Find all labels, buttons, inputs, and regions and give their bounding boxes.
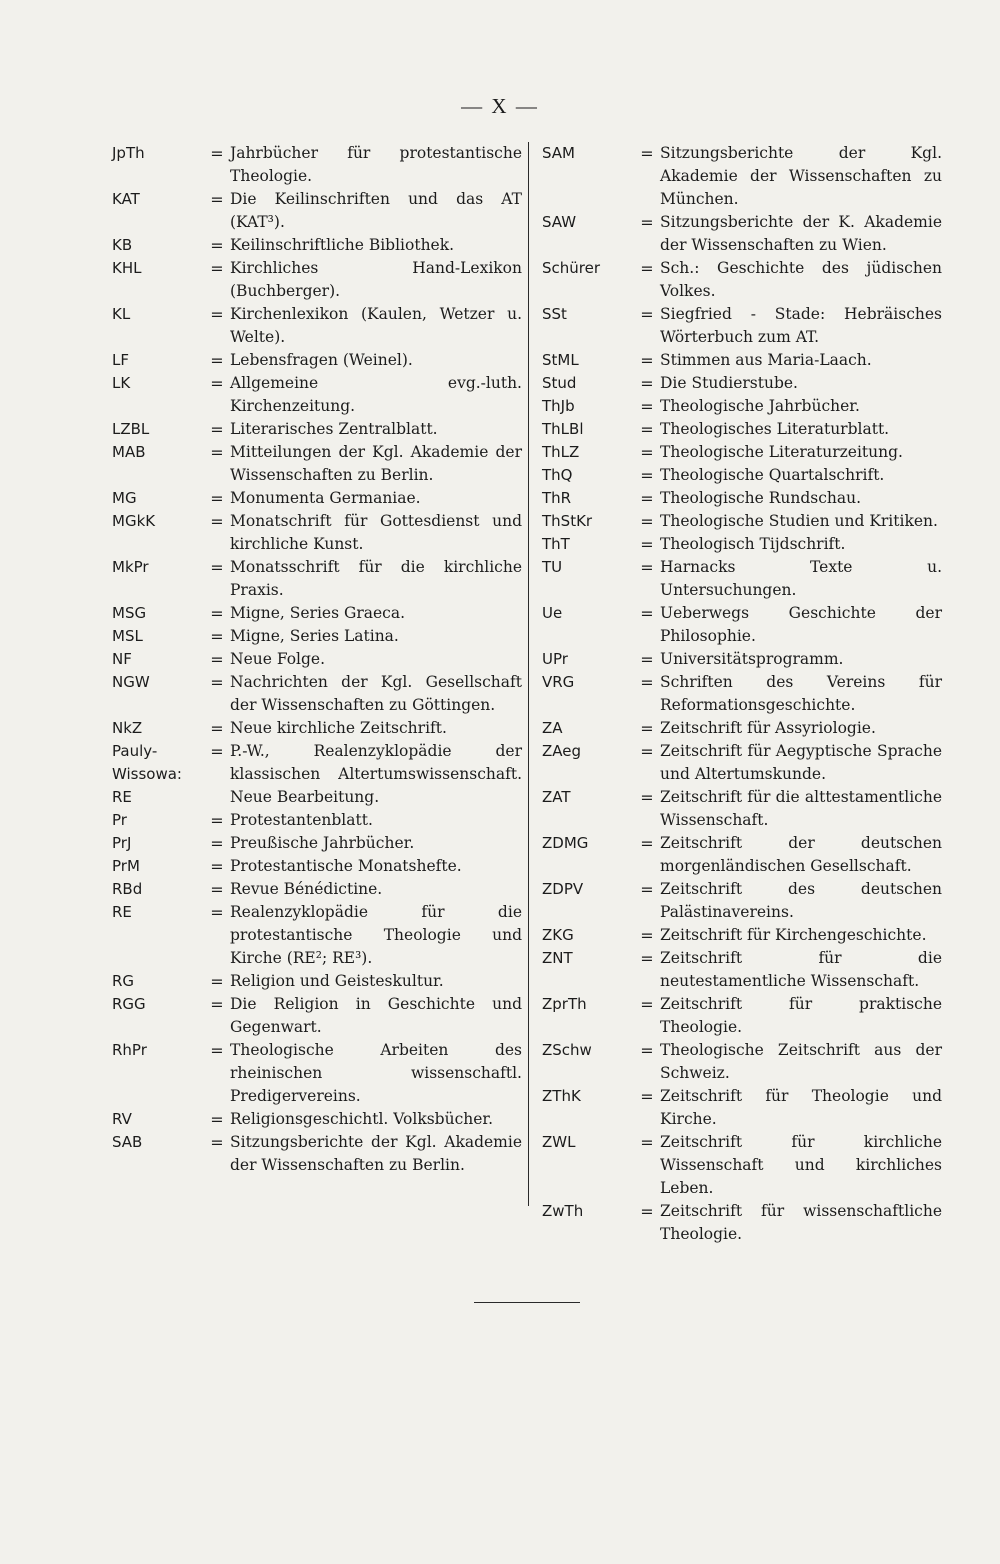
abbreviation-definition: Protestantische Monatshefte.	[230, 857, 462, 875]
equals-sign: =	[640, 719, 654, 738]
abbreviation-term: ThT	[542, 535, 570, 553]
abbreviation-entry	[542, 533, 942, 556]
abbreviation-entry	[112, 602, 522, 625]
abbreviation-definition: Migne, Series Latina.	[230, 627, 399, 645]
abbreviation-definition: Siegfried - Stade: Hebräisches Wörterbuch zum AT.	[660, 305, 942, 346]
equals-sign: =	[640, 558, 654, 577]
abbreviation-definition: Religionsgeschichtl. Volksbücher.	[230, 1110, 494, 1128]
abbreviation-definition: Sch.: Geschichte des jüdischen Volkes.	[660, 259, 942, 300]
equals-sign: =	[640, 1133, 654, 1152]
abbreviation-definition: Literarisches Zentralblatt.	[230, 420, 438, 438]
abbreviation-entry	[112, 832, 522, 855]
abbreviation-term: LZBL	[112, 420, 150, 438]
abbreviation-definition: Die Religion in Geschichte und Gegenwart.	[230, 995, 522, 1036]
abbreviation-definition: Zeitschrift für die alttestamentliche Wissenschaft.	[660, 788, 942, 829]
equals-sign: =	[640, 489, 654, 508]
abbreviation-term: JpTh	[112, 144, 145, 162]
abbreviation-entry	[112, 188, 522, 234]
abbreviation-term: LK	[112, 374, 131, 392]
abbreviation-definition: Neue Folge.	[230, 650, 326, 668]
abbreviation-definition: Protestantenblatt.	[230, 811, 373, 829]
abbreviation-definition: Monatschrift für Gottesdienst und kirchliche Kunst.	[230, 512, 522, 553]
abbreviation-entry	[112, 878, 522, 901]
abbreviation-definition: Harnacks Texte u. Untersuchungen.	[660, 558, 942, 599]
equals-sign: =	[640, 535, 654, 554]
equals-sign: =	[210, 443, 224, 462]
abbreviation-term: MAB	[112, 443, 146, 461]
abbreviation-entry	[112, 970, 522, 993]
page-number: — X —	[461, 94, 539, 118]
abbreviation-definition: Kirchenlexikon (Kaulen, Wetzer u. Welte).	[230, 305, 522, 346]
column-divider	[528, 142, 529, 1206]
abbreviation-term: RGG	[112, 995, 146, 1013]
abbreviation-column-right	[542, 142, 942, 1246]
equals-sign: =	[640, 397, 654, 416]
equals-sign: =	[210, 1133, 224, 1152]
equals-sign: =	[640, 788, 654, 807]
abbreviation-definition: Migne, Series Graeca.	[230, 604, 406, 622]
equals-sign: =	[640, 259, 654, 278]
abbreviation-term: RE	[112, 903, 132, 921]
equals-sign: =	[210, 236, 224, 255]
equals-sign: =	[210, 834, 224, 853]
abbreviation-definition: Theologische Jahrbücher.	[660, 397, 860, 415]
abbreviation-term: StML	[542, 351, 579, 369]
abbreviation-term: PrM	[112, 857, 140, 875]
abbreviation-entry	[112, 556, 522, 602]
abbreviation-entry	[112, 1108, 522, 1131]
abbreviation-entry	[542, 464, 942, 487]
equals-sign: =	[640, 1202, 654, 1221]
equals-sign: =	[210, 489, 224, 508]
abbreviation-definition: Sitzungsberichte der Kgl. Akademie der Wissenschaften zu Berlin.	[230, 1133, 522, 1174]
abbreviation-entry	[542, 993, 942, 1039]
abbreviation-definition: Sitzungsberichte der Kgl. Akademie der Wissenschaften zu München.	[660, 144, 942, 208]
abbreviation-definition: Mitteilungen der Kgl. Akademie der Wissenschaften zu Berlin.	[230, 443, 522, 484]
abbreviation-definition: Revue Bénédictine.	[230, 880, 383, 898]
abbreviation-definition: Theologisch Tijdschrift.	[660, 535, 846, 553]
abbreviation-column-left	[112, 142, 522, 1177]
abbreviation-entry	[542, 1200, 942, 1246]
abbreviation-entry	[112, 1039, 522, 1108]
abbreviation-entry	[542, 878, 942, 924]
abbreviation-term: Pauly-Wissowa: RE	[112, 742, 182, 806]
abbreviation-term: ThLZ	[542, 443, 580, 461]
abbreviation-entry	[112, 372, 522, 418]
abbreviation-definition: Die Keilinschriften und das AT (KAT³).	[230, 190, 522, 231]
abbreviation-definition: Jahrbücher für protestantische Theologie.	[230, 144, 522, 185]
abbreviation-term: ZprTh	[542, 995, 587, 1013]
abbreviation-term: PrJ	[112, 834, 132, 852]
equals-sign: =	[640, 673, 654, 692]
abbreviation-entry	[542, 349, 942, 372]
abbreviation-definition: Zeitschrift für Aegyptische Sprache und Altertumskunde.	[660, 742, 942, 783]
abbreviation-term: Stud	[542, 374, 577, 392]
abbreviation-definition: Stimmen aus Maria-Laach.	[660, 351, 872, 369]
equals-sign: =	[640, 144, 654, 163]
abbreviation-entry	[542, 832, 942, 878]
equals-sign: =	[640, 443, 654, 462]
abbreviation-term: ZSchw	[542, 1041, 592, 1059]
abbreviation-entry	[112, 1131, 522, 1177]
equals-sign: =	[210, 857, 224, 876]
abbreviation-term: ZAT	[542, 788, 571, 806]
equals-sign: =	[640, 213, 654, 232]
equals-sign: =	[210, 627, 224, 646]
abbreviation-entry	[542, 924, 942, 947]
abbreviation-term: ZWL	[542, 1133, 576, 1151]
abbreviation-term: ZDPV	[542, 880, 584, 898]
abbreviation-term: KHL	[112, 259, 142, 277]
abbreviation-definition: Theologische Literaturzeitung.	[660, 443, 903, 461]
abbreviation-term: ZNT	[542, 949, 573, 967]
equals-sign: =	[210, 742, 224, 761]
abbreviation-entry	[112, 809, 522, 832]
abbreviation-term: MSL	[112, 627, 143, 645]
abbreviation-entry	[112, 441, 522, 487]
abbreviation-definition: Zeitschrift für praktische Theologie.	[660, 995, 942, 1036]
abbreviation-entry	[112, 625, 522, 648]
abbreviation-term: Ue	[542, 604, 563, 622]
abbreviation-entry	[542, 142, 942, 211]
abbreviation-term: NkZ	[112, 719, 143, 737]
equals-sign: =	[210, 1041, 224, 1060]
abbreviation-term: VRG	[542, 673, 575, 691]
abbreviation-entry	[112, 510, 522, 556]
abbreviation-definition: Zeitschrift für Theologie und Kirche.	[660, 1087, 942, 1128]
equals-sign: =	[640, 949, 654, 968]
equals-sign: =	[640, 466, 654, 485]
equals-sign: =	[210, 1110, 224, 1129]
abbreviation-entry	[112, 349, 522, 372]
abbreviation-definition: Theologische Arbeiten des rheinischen wissenschaftl. Predigervereins.	[230, 1041, 522, 1105]
abbreviation-term: Pr	[112, 811, 127, 829]
abbreviation-definition: Zeitschrift für Assyriologie.	[660, 719, 876, 737]
abbreviation-term: ThStKr	[542, 512, 593, 530]
abbreviation-definition: Keilinschriftliche Bibliothek.	[230, 236, 455, 254]
equals-sign: =	[210, 719, 224, 738]
equals-sign: =	[640, 995, 654, 1014]
abbreviation-term: TU	[542, 558, 563, 576]
equals-sign: =	[640, 880, 654, 899]
abbreviation-term: SAB	[112, 1133, 143, 1151]
equals-sign: =	[210, 650, 224, 669]
abbreviation-definition: Allgemeine evg.-luth. Kirchenzeitung.	[230, 374, 522, 415]
abbreviation-definition: Ueberwegs Geschichte der Philosophie.	[660, 604, 942, 645]
abbreviation-entry	[542, 211, 942, 257]
abbreviation-definition: Zeitschrift für kirchliche Wissenschaft und kirchliches Leben.	[660, 1133, 942, 1197]
equals-sign: =	[210, 811, 224, 830]
equals-sign: =	[210, 995, 224, 1014]
abbreviation-definition: Preußische Jahrbücher.	[230, 834, 415, 852]
equals-sign: =	[640, 650, 654, 669]
equals-sign: =	[210, 604, 224, 623]
equals-sign: =	[640, 512, 654, 531]
equals-sign: =	[640, 604, 654, 623]
abbreviation-entry	[112, 142, 522, 188]
equals-sign: =	[210, 351, 224, 370]
abbreviation-entry	[112, 303, 522, 349]
abbreviation-entry	[542, 786, 942, 832]
abbreviation-term: ZKG	[542, 926, 574, 944]
abbreviation-term: LF	[112, 351, 129, 369]
abbreviation-term: ZwTh	[542, 1202, 584, 1220]
abbreviation-definition: Kirchliches Hand-Lexikon (Buchberger).	[230, 259, 522, 300]
abbreviation-term: ZDMG	[542, 834, 589, 852]
abbreviation-definition: Schriften des Vereins für Reformationsgeschichte.	[660, 673, 942, 714]
abbreviation-entry	[542, 418, 942, 441]
equals-sign: =	[210, 305, 224, 324]
abbreviation-definition: Realenzyklopädie für die protestantische Theologie und Kirche (RE²; RE³).	[230, 903, 522, 967]
equals-sign: =	[640, 305, 654, 324]
abbreviation-entry	[542, 947, 942, 993]
abbreviation-definition: Die Studierstube.	[660, 374, 798, 392]
equals-sign: =	[210, 558, 224, 577]
abbreviation-entry	[112, 671, 522, 717]
abbreviation-term: SAW	[542, 213, 577, 231]
abbreviation-definition: P.-W., Realenzyklopädie der klassischen Altertumswissenschaft. Neue Bearbeitung.	[230, 742, 522, 806]
equals-sign: =	[210, 259, 224, 278]
equals-sign: =	[640, 926, 654, 945]
abbreviation-term: KB	[112, 236, 133, 254]
equals-sign: =	[640, 420, 654, 439]
abbreviation-term: NGW	[112, 673, 150, 691]
equals-sign: =	[210, 512, 224, 531]
abbreviation-entry	[542, 1085, 942, 1131]
equals-sign: =	[210, 374, 224, 393]
abbreviation-entry	[542, 487, 942, 510]
equals-sign: =	[640, 742, 654, 761]
abbreviation-term: MkPr	[112, 558, 149, 576]
abbreviation-definition: Zeitschrift für die neutestamentliche Wissenschaft.	[660, 949, 942, 990]
abbreviation-entry	[112, 648, 522, 671]
equals-sign: =	[640, 374, 654, 393]
abbreviation-definition: Zeitschrift der deutschen morgenländischen Gesellschaft.	[660, 834, 942, 875]
abbreviation-entry	[542, 372, 942, 395]
abbreviation-term: NF	[112, 650, 132, 668]
abbreviation-entry	[542, 717, 942, 740]
equals-sign: =	[210, 903, 224, 922]
abbreviation-entry	[542, 602, 942, 648]
abbreviation-term: ZA	[542, 719, 563, 737]
abbreviation-definition: Universitätsprogramm.	[660, 650, 844, 668]
abbreviation-definition: Monatsschrift für die kirchliche Praxis.	[230, 558, 522, 599]
abbreviation-term: RBd	[112, 880, 143, 898]
abbreviation-entry	[112, 717, 522, 740]
abbreviation-term: ZAeg	[542, 742, 582, 760]
abbreviation-entry	[112, 418, 522, 441]
equals-sign: =	[210, 673, 224, 692]
abbreviation-definition: Theologische Studien und Kritiken.	[660, 512, 938, 530]
abbreviation-entry	[542, 510, 942, 533]
equals-sign: =	[640, 351, 654, 370]
abbreviation-entry	[112, 855, 522, 878]
abbreviation-entry	[542, 671, 942, 717]
abbreviation-definition: Theologisches Literaturblatt.	[660, 420, 890, 438]
abbreviation-definition: Monumenta Germaniae.	[230, 489, 421, 507]
abbreviation-entry	[542, 1131, 942, 1200]
abbreviation-definition: Theologische Zeitschrift aus der Schweiz.	[660, 1041, 942, 1082]
abbreviation-term: SAM	[542, 144, 576, 162]
abbreviation-entry	[542, 441, 942, 464]
abbreviation-entry	[112, 257, 522, 303]
abbreviation-definition: Nachrichten der Kgl. Gesellschaft der Wissenschaften zu Göttingen.	[230, 673, 522, 714]
abbreviation-term: ThQ	[542, 466, 573, 484]
abbreviation-entry	[112, 487, 522, 510]
abbreviation-entry	[542, 395, 942, 418]
abbreviation-entry	[112, 740, 522, 809]
abbreviation-definition: Religion und Geisteskultur.	[230, 972, 444, 990]
equals-sign: =	[210, 144, 224, 163]
abbreviation-term: ThLBl	[542, 420, 584, 438]
abbreviation-term: KAT	[112, 190, 140, 208]
abbreviation-definition: Zeitschrift für Kirchengeschichte.	[660, 926, 927, 944]
abbreviation-entry	[112, 234, 522, 257]
abbreviation-entry	[542, 556, 942, 602]
abbreviation-term: Schürer	[542, 259, 601, 277]
abbreviation-entry	[112, 901, 522, 970]
abbreviation-definition: Neue kirchliche Zeitschrift.	[230, 719, 447, 737]
abbreviation-entry	[542, 257, 942, 303]
abbreviation-entry	[112, 993, 522, 1039]
abbreviation-definition: Zeitschrift des deutschen Palästinavereins.	[660, 880, 942, 921]
abbreviation-term: SSt	[542, 305, 567, 323]
equals-sign: =	[640, 1041, 654, 1060]
abbreviation-term: RG	[112, 972, 135, 990]
equals-sign: =	[640, 834, 654, 853]
abbreviation-term: RhPr	[112, 1041, 147, 1059]
abbreviation-term: KL	[112, 305, 131, 323]
equals-sign: =	[640, 1087, 654, 1106]
abbreviation-definition: Lebensfragen (Weinel).	[230, 351, 413, 369]
abbreviation-definition: Zeitschrift für wissenschaftliche Theologie.	[660, 1202, 942, 1243]
equals-sign: =	[210, 972, 224, 991]
abbreviation-term: ThJb	[542, 397, 575, 415]
abbreviation-term: RV	[112, 1110, 132, 1128]
equals-sign: =	[210, 880, 224, 899]
abbreviation-term: ThR	[542, 489, 572, 507]
abbreviation-term: MSG	[112, 604, 147, 622]
abbreviation-entry	[542, 303, 942, 349]
abbreviation-definition: Theologische Rundschau.	[660, 489, 862, 507]
abbreviation-definition: Sitzungsberichte der K. Akademie der Wissenschaften zu Wien.	[660, 213, 942, 254]
abbreviation-term: ZThK	[542, 1087, 581, 1105]
abbreviation-term: MG	[112, 489, 137, 507]
abbreviation-entry	[542, 648, 942, 671]
abbreviation-term: UPr	[542, 650, 568, 668]
equals-sign: =	[210, 190, 224, 209]
abbreviation-term: MGkK	[112, 512, 156, 530]
abbreviation-entry	[542, 740, 942, 786]
abbreviation-definition: Theologische Quartalschrift.	[660, 466, 885, 484]
equals-sign: =	[210, 420, 224, 439]
abbreviation-entry	[542, 1039, 942, 1085]
footer-rule	[474, 1302, 580, 1303]
